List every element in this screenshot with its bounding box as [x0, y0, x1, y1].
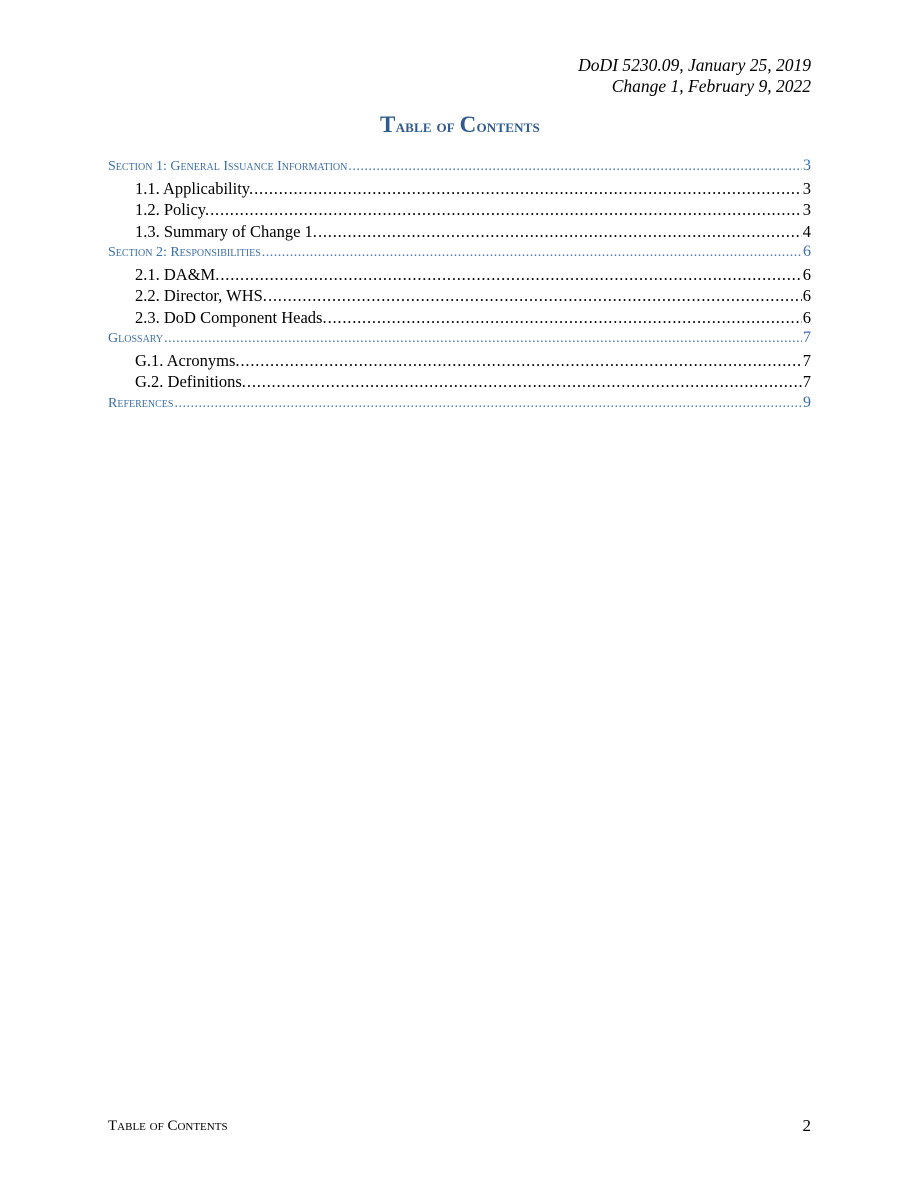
toc-section-link[interactable] [108, 157, 811, 179]
toc-page-number: 7 [803, 329, 811, 346]
toc-page-number: 4 [802, 221, 811, 241]
toc-dot-leader [348, 159, 802, 175]
toc-entry-label: 2.3. DoD Component Heads. [135, 307, 327, 327]
footer-section-label: Table of Contents [108, 1118, 228, 1134]
toc-entry-link[interactable] [108, 308, 811, 330]
toc-section-link[interactable] [108, 394, 811, 416]
toc-dot-leader [210, 200, 802, 220]
toc-dot-leader [241, 351, 802, 371]
toc-page-number: 9 [803, 393, 811, 411]
toc-entry-label: References [108, 395, 174, 411]
toc-section-link[interactable] [108, 243, 811, 265]
toc-dot-leader [318, 222, 802, 242]
toc-page-number: 6 [802, 264, 811, 284]
toc-page-number: 3 [802, 200, 811, 219]
toc-dot-leader [220, 265, 801, 285]
toc-entry-label: 2.1. DA&M. [135, 264, 220, 284]
toc-entry-label: Glossary [108, 331, 164, 346]
toc-page-number: 6 [803, 243, 811, 260]
toc-dot-leader [262, 245, 802, 261]
table-of-contents [108, 157, 811, 415]
toc-entry-label: G.1. Acronyms. [135, 350, 240, 370]
toc-page-number: 7 [802, 372, 811, 391]
document-id-date: DoDI 5230.09, January 25, 2019 [578, 55, 811, 75]
toc-entry-label: 1.2. Policy. [135, 200, 210, 219]
toc-entry-label: G.2. Definitions. [135, 372, 246, 391]
document-change-date: Change 1, February 9, 2022 [611, 76, 811, 96]
toc-entry-label: Section 2: Responsibilities [108, 245, 261, 260]
toc-dot-leader [268, 286, 802, 306]
toc-dot-leader [174, 396, 802, 412]
document-header [578, 55, 811, 97]
toc-entry-label: Section 1: General Issuance Information [108, 159, 348, 174]
footer-page-number: 2 [802, 1116, 811, 1135]
toc-page-number: 6 [802, 307, 811, 327]
toc-heading: Table of Contents [380, 112, 540, 137]
toc-entry-link[interactable] [108, 265, 811, 287]
toc-dot-leader [247, 372, 802, 392]
toc-entry-link[interactable] [108, 222, 811, 244]
toc-dot-leader [164, 331, 802, 347]
toc-page-number: 3 [802, 178, 811, 198]
toc-entry-label: 2.2. Director, WHS. [135, 286, 267, 305]
toc-page-number: 7 [802, 350, 811, 370]
toc-dot-leader [254, 179, 802, 199]
toc-entry-label: 1.1. Applicability. [135, 178, 254, 198]
toc-page-number: 6 [802, 286, 811, 305]
toc-entry-label: 1.3. Summary of Change 1. [135, 221, 317, 241]
toc-entry-link[interactable] [108, 200, 811, 222]
toc-entry-link[interactable] [108, 179, 811, 201]
toc-entry-link[interactable] [108, 351, 811, 373]
toc-section-link[interactable] [108, 329, 811, 351]
toc-entry-link[interactable] [108, 372, 811, 394]
toc-dot-leader [328, 308, 802, 328]
toc-entry-link[interactable] [108, 286, 811, 308]
toc-page-number: 3 [803, 157, 811, 174]
